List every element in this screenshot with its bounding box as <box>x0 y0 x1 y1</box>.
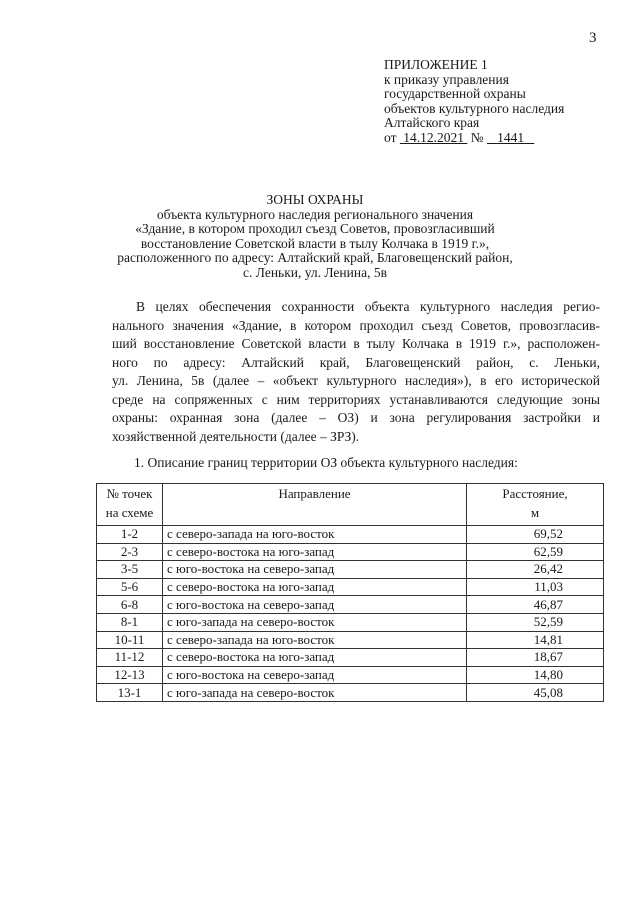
cell-points: 11-12 <box>97 649 163 667</box>
cell-direction: с северо-востока на юго-запад <box>163 543 467 561</box>
cell-points: 1-2 <box>97 526 163 544</box>
appendix-line-3: объектов культурного наследия <box>384 100 565 116</box>
cell-direction: с юго-востока на северо-запад <box>163 561 467 579</box>
paragraph-line: хозяйственной деятельности (далее – ЗРЗ). <box>112 428 360 444</box>
document-title-block <box>100 193 530 280</box>
appendix-line-1: к приказу управления <box>384 71 509 87</box>
cell-points: 13-1 <box>97 684 163 702</box>
cell-direction: с юго-запада на северо-восток <box>163 613 467 631</box>
cell-distance: 14,80 <box>467 666 604 684</box>
cell-direction: с северо-востока на юго-запад <box>163 578 467 596</box>
paragraph-line: ший восстановление Советской власти в тылу Колчака в 1919 г.», расположен- <box>112 336 600 351</box>
title-line-2: «Здание, в котором проходил съезд Советов, провозгласивший <box>135 221 495 236</box>
cell-distance: 11,03 <box>467 578 604 596</box>
intro-paragraph <box>112 298 600 446</box>
cell-distance: 18,67 <box>467 649 604 667</box>
cell-direction: с северо-востока на юго-запад <box>163 649 467 667</box>
cell-points: 5-6 <box>97 578 163 596</box>
cell-direction: с юго-запада на северо-восток <box>163 684 467 702</box>
title-line-1: объекта культурного наследия регионального значения <box>156 206 474 222</box>
table-row <box>97 666 604 684</box>
table-row <box>97 649 604 667</box>
table-row <box>97 631 604 649</box>
boundary-table <box>96 483 604 702</box>
cell-points: 12-13 <box>97 666 163 684</box>
cell-points: 2-3 <box>97 543 163 561</box>
appendix-block <box>384 58 564 145</box>
paragraph-line: нального значения «Здание, в котором проходил съезд Советов, провозгласив- <box>112 317 600 333</box>
table-header-row <box>97 484 604 526</box>
cell-direction: с северо-запада на юго-восток <box>163 631 467 649</box>
table-row <box>97 684 604 702</box>
order-date: 14.12.2021 <box>403 129 464 145</box>
cell-distance: 26,42 <box>467 561 604 579</box>
appendix-line-4: Алтайского края <box>384 115 480 130</box>
title-line-4: расположенного по адресу: Алтайский край, Благовещенский район, <box>117 250 513 265</box>
cell-points: 6-8 <box>97 596 163 614</box>
page-number: 3 <box>589 30 597 46</box>
order-number: 1441 <box>497 129 525 145</box>
cell-distance: 52,59 <box>467 613 604 631</box>
cell-points: 8-1 <box>97 613 163 631</box>
table-row <box>97 561 604 579</box>
table-row <box>97 526 604 544</box>
cell-points: 10-11 <box>97 631 163 649</box>
paragraph-line: охраны: охранная зона (далее – ОЗ) и зона регулирования застройки и <box>112 410 600 425</box>
table-row <box>97 578 604 596</box>
date-prefix: от <box>384 129 397 145</box>
cell-distance: 62,59 <box>467 543 604 561</box>
table-row <box>97 543 604 561</box>
cell-distance: 45,08 <box>467 684 604 702</box>
header-distance: Расстояние, м <box>467 484 604 526</box>
paragraph-line: ул. Ленина, 5в (далее – «объект культурного наследия»), в его исторической <box>112 373 600 388</box>
cell-direction: с северо-запада на юго-восток <box>163 526 467 544</box>
appendix-date-line <box>384 131 564 146</box>
cell-direction: с юго-востока на северо-запад <box>163 596 467 614</box>
table-row <box>97 613 604 631</box>
cell-distance: 14,81 <box>467 631 604 649</box>
header-points: № точек на схеме <box>97 484 163 526</box>
title-line-5: с. Леньки, ул. Ленина, 5в <box>243 264 387 280</box>
cell-points: 3-5 <box>97 561 163 579</box>
section-heading: 1. Описание границ территории ОЗ объекта культурного наследия: <box>134 455 518 470</box>
number-sign: № <box>470 129 484 145</box>
cell-distance: 69,52 <box>467 526 604 544</box>
title-line-3: восстановление Советской власти в тылу Колчака в 1919 г.», <box>140 235 490 251</box>
paragraph-line: В целях обеспечения сохранности объекта культурного наследия регио- <box>136 299 600 314</box>
paragraph-line: ного по адресу: Алтайский край, Благовещенский район, с. Леньки, <box>112 354 600 370</box>
header-direction: Направление <box>163 484 467 526</box>
appendix-title: ПРИЛОЖЕНИЕ 1 <box>384 57 488 72</box>
paragraph-line: среде на сопряженных с ним территориях устанавливаются следующие зоны <box>112 391 600 407</box>
table-row <box>97 596 604 614</box>
cell-distance: 46,87 <box>467 596 604 614</box>
document-heading: ЗОНЫ ОХРАНЫ <box>266 192 364 207</box>
cell-direction: с юго-востока на северо-запад <box>163 666 467 684</box>
appendix-line-2: государственной охраны <box>384 86 526 101</box>
